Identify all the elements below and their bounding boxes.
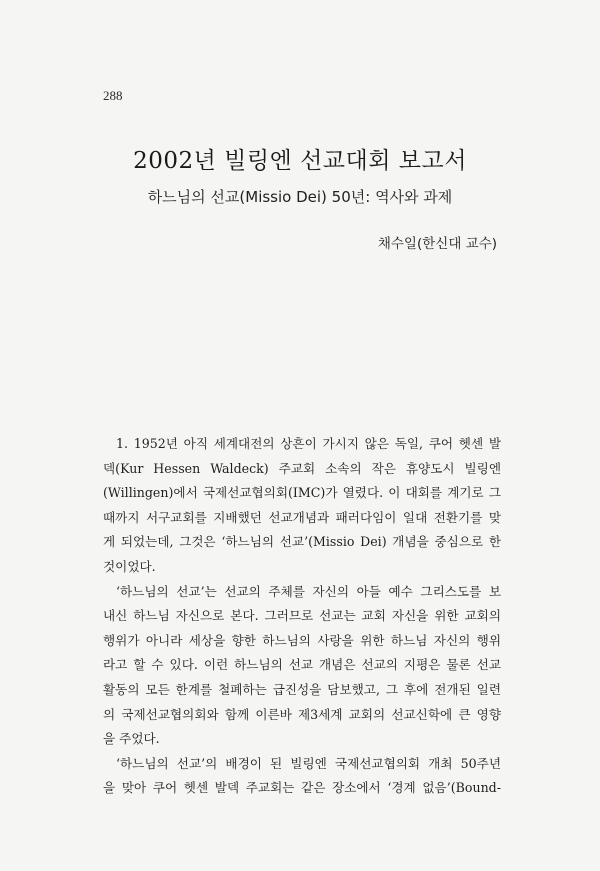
- text-line: 것이었다.: [103, 558, 156, 574]
- text-line: 의 국제선교협의회와 함께 이른바 제3세계 교회의 선교신학에 큰 영향: [103, 706, 501, 722]
- text-line: ‘하느님의 선교’의 배경이 된 빌링엔 국제선교협의회 개최 50주년: [116, 755, 501, 771]
- report-subtitle: 하느님의 선교(Missio Dei) 50년: 역사와 과제: [147, 188, 453, 206]
- text-line: 1. 1952년 아직 세계대전의 상흔이 가시지 않은 독일, 쿠어 헷센 발: [116, 436, 501, 451]
- text-line: (Willingen)에서 국제선교협의회(IMC)가 열렸다. 이 대회를 계기로 그: [103, 485, 501, 501]
- text-line: ‘하느님의 선교’는 선교의 주체를 자신의 아들 예수 그리스도를 보: [116, 583, 501, 599]
- body-text: [103, 432, 501, 801]
- text-line: 게 되었는데, 그것은 ‘하느님의 선교’(Missio Dei) 개념을 중심으로 한: [103, 534, 501, 550]
- text-line: 활동의 모든 한계를 철폐하는 급진성을 담보했고, 그 후에 전개된 일련: [103, 681, 501, 697]
- text-line: 을 맞아 쿠어 헷센 발덱 주교회는 같은 장소에서 ‘경계 없음’(Bound-: [103, 780, 501, 796]
- text-line: 때까지 서구교회를 지배했던 선교개념과 패러다임이 일대 전환기를 맞: [103, 509, 501, 525]
- paragraph-3: [103, 752, 501, 801]
- author-byline: 채수일(한신대 교수): [377, 236, 497, 252]
- text-line: 내신 하느님 자신으로 본다. 그러므로 선교는 교회 자신을 위한 교회의: [103, 608, 501, 624]
- report-title: 2002년 빌링엔 선교대회 보고서: [133, 148, 467, 174]
- paragraph-2: [103, 580, 501, 752]
- text-line: 덱(Kur Hessen Waldeck) 주교회 소속의 작은 휴양도시 빌링엔: [103, 460, 501, 476]
- text-line: 행위가 아니라 세상을 향한 하느님의 사랑을 위한 하느님 자신의 행위: [103, 632, 501, 648]
- page-number: 288: [103, 88, 123, 103]
- text-line: 을 주었다.: [103, 731, 160, 747]
- paragraph-1: [103, 432, 501, 580]
- text-line: 라고 할 수 있다. 이런 하느님의 선교 개념은 선교의 지평은 물론 선교: [103, 657, 501, 673]
